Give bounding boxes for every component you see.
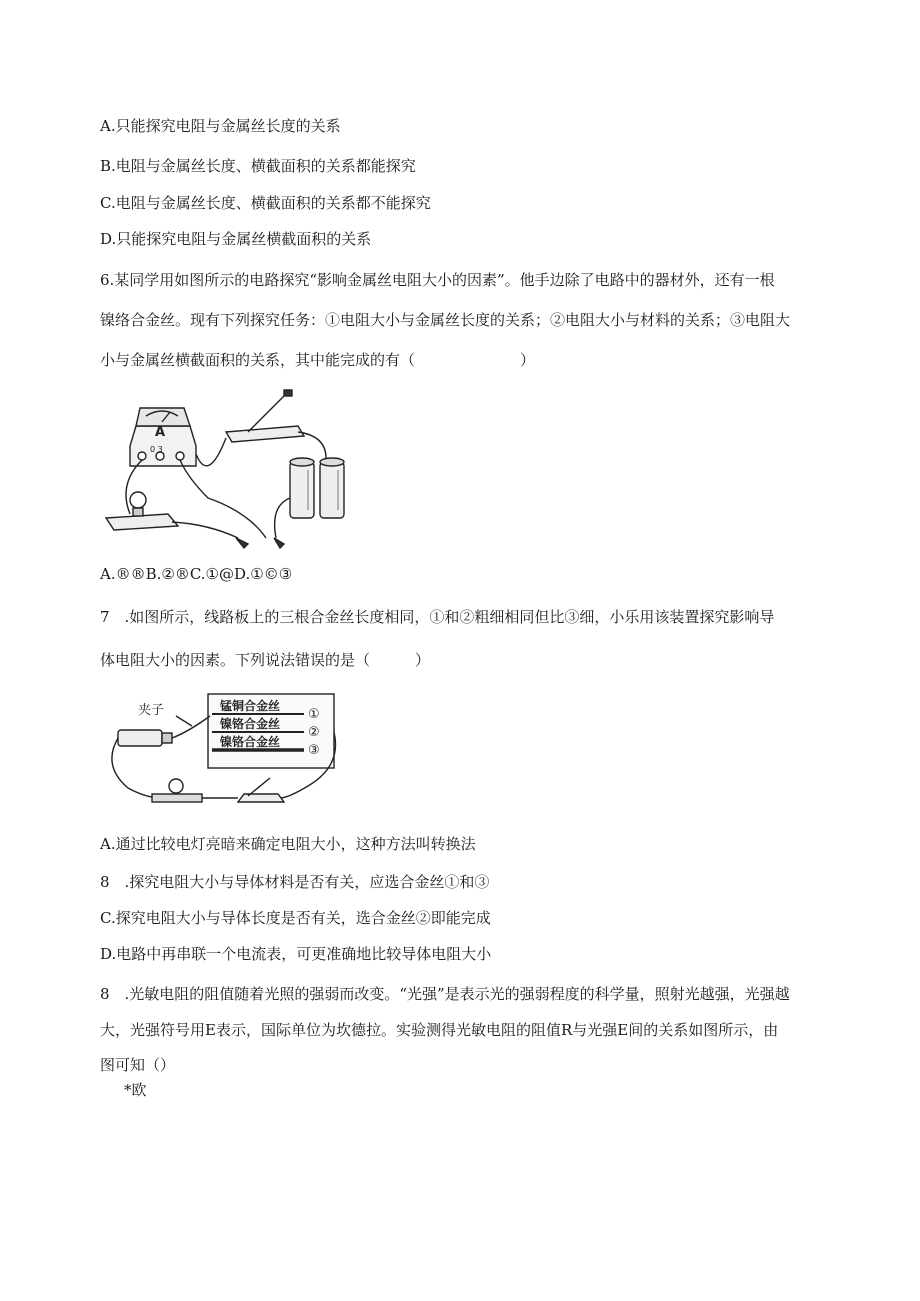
q6-line-1: 6.某同学用如图所示的电路探究“影响金属丝电阻大小的因素”。他手边除了电路中的器材外，还有一根 — [100, 271, 775, 289]
q7-line-2: 体电阻大小的因素。下列说法错误的是（ ） — [100, 651, 431, 669]
ammeter-label: A — [155, 425, 166, 440]
q6-line-2: 镍络合金丝。现有下列探究任务：①电阻大小与金属丝长度的关系；②电阻大小与材料的关系；③电阻大 — [100, 311, 791, 329]
ammeter-scale: 0 3 — [150, 445, 163, 454]
q8-line-1: 8 .光敏电阻的阻值随着光照的强弱而改变。“光强”是表示光的强弱程度的科学量，照射光越强，光强越 — [100, 985, 790, 1003]
q6-circuit-figure — [98, 388, 358, 553]
wire-1-label: 锰铜合金丝 — [220, 699, 281, 713]
wire-1-number: ① — [308, 707, 320, 722]
q6-line-3: 小与金属丝横截面积的关系，其中能完成的有（ ） — [100, 351, 536, 369]
q8-graph-axis-label: *欧 — [124, 1081, 147, 1099]
q5-option-c: C.电阻与金属丝长度、横截面积的关系都不能探究 — [100, 194, 431, 212]
q8-line-2: 大，光强符号用E表示，国际单位为坎德拉。实验测得光敏电阻的阻值R与光强E间的关系如图所示，由 — [100, 1021, 779, 1039]
q7-option-d: D.电路中再串联一个电流表，可更准确地比较导体电阻大小 — [100, 945, 492, 963]
wire-2-number: ② — [308, 725, 320, 740]
q7-option-c: C.探究电阻大小与导体长度是否有关，选合金丝②即能完成 — [100, 909, 491, 927]
wire-2-label: 镍铬合金丝 — [220, 717, 281, 731]
wire-3-number: ③ — [308, 743, 320, 758]
q7-option-a: A.通过比较电灯亮暗来确定电阻大小，这种方法叫转换法 — [100, 835, 476, 853]
q5-option-b: B.电阻与金属丝长度、横截面积的关系都能探究 — [100, 157, 416, 175]
q7-option-b: 8 .探究电阻大小与导体材料是否有关，应选合金丝①和③ — [100, 873, 490, 891]
q8-line-3: 图可知（） — [100, 1056, 176, 1074]
q7-circuit-figure — [98, 686, 343, 811]
q6-answer-options: A.®®B.②®C.①@D.①©③ — [100, 565, 293, 583]
q5-option-a: A.只能探究电阻与金属丝长度的关系 — [100, 117, 341, 135]
wire-3-label: 镍铬合金丝 — [220, 735, 281, 749]
q5-option-d: D.只能探究电阻与金属丝横截面积的关系 — [100, 230, 372, 248]
q7-line-1: 7 .如图所示，线路板上的三根合金丝长度相同，①和②粗细相同但比③细，小乐用该装置探究影响导 — [100, 608, 775, 626]
clip-label: 夹子 — [138, 703, 165, 718]
